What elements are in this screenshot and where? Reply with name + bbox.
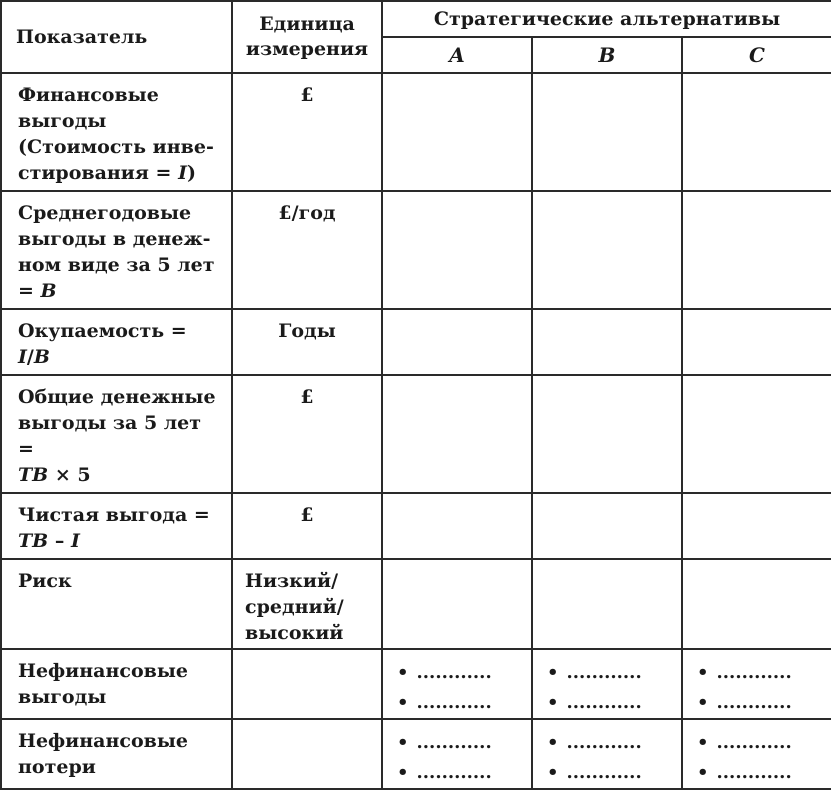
bullet-icon: • bbox=[697, 692, 709, 713]
unit-cell bbox=[232, 375, 382, 493]
bullet-placeholder bbox=[397, 728, 531, 758]
alternative-value-cell[interactable] bbox=[682, 493, 831, 559]
bullet-icon: • bbox=[547, 762, 559, 783]
bullet-icon: • bbox=[547, 732, 559, 753]
bullet-icon: • bbox=[547, 692, 559, 713]
indicator-text: ном виде за 5 лет bbox=[18, 254, 215, 276]
alternative-value-cell[interactable] bbox=[682, 73, 831, 191]
indicator-cell bbox=[1, 649, 232, 719]
unit-text: £ bbox=[300, 386, 314, 408]
alternative-c-header: C bbox=[682, 37, 831, 73]
placeholder-dots: ............ bbox=[416, 662, 492, 683]
bullet-icon: • bbox=[697, 662, 709, 683]
bullet-placeholder bbox=[697, 728, 831, 758]
placeholder-dots: ............ bbox=[716, 762, 792, 783]
indicator-cell bbox=[1, 375, 232, 493]
bullet-icon: • bbox=[697, 732, 709, 753]
alternative-value-cell[interactable] bbox=[532, 375, 682, 493]
unit-column-header bbox=[232, 1, 382, 73]
indicator-text: Финансовые bbox=[18, 84, 159, 106]
unit-cell bbox=[232, 73, 382, 191]
unit-header-line: Единица bbox=[259, 13, 355, 35]
unit-text: Низкий/ bbox=[245, 570, 339, 592]
indicator-text: = B bbox=[18, 280, 57, 302]
bullet-placeholder bbox=[547, 688, 681, 718]
alternative-value-cell[interactable] bbox=[532, 649, 682, 719]
alternative-a-header: A bbox=[382, 37, 532, 73]
unit-text: £/год bbox=[278, 202, 336, 224]
indicator-cell bbox=[1, 719, 232, 789]
alternative-value-cell[interactable] bbox=[682, 559, 831, 649]
indicator-text: Нефинансовые bbox=[18, 660, 188, 682]
alternative-value-cell[interactable] bbox=[532, 559, 682, 649]
alternative-value-cell[interactable] bbox=[382, 73, 532, 191]
placeholder-dots: ............ bbox=[566, 662, 642, 683]
unit-cell bbox=[232, 649, 382, 719]
bullet-icon: • bbox=[547, 662, 559, 683]
bullet-placeholder bbox=[697, 758, 831, 788]
alternatives-column-header: Стратегические альтернативы bbox=[382, 1, 831, 37]
alternative-value-cell[interactable] bbox=[382, 375, 532, 493]
placeholder-dots: ............ bbox=[716, 662, 792, 683]
unit-cell bbox=[232, 559, 382, 649]
indicator-text: Окупаемость = bbox=[18, 320, 187, 342]
alternative-value-cell[interactable] bbox=[382, 493, 532, 559]
bullet-placeholder bbox=[547, 658, 681, 688]
table-row bbox=[1, 719, 831, 789]
bullet-placeholder bbox=[547, 758, 681, 788]
alternative-value-cell[interactable] bbox=[682, 375, 831, 493]
alternative-value-cell[interactable] bbox=[382, 309, 532, 375]
alternative-b-header: B bbox=[532, 37, 682, 73]
alternative-value-cell[interactable] bbox=[682, 191, 831, 309]
alternative-value-cell[interactable] bbox=[532, 191, 682, 309]
indicator-text: Общие денежные bbox=[18, 386, 216, 408]
bullet-placeholder bbox=[697, 658, 831, 688]
indicator-text: Риск bbox=[18, 570, 72, 592]
header-row-top bbox=[1, 1, 831, 37]
table-row bbox=[1, 73, 831, 191]
bullet-icon: • bbox=[397, 762, 409, 783]
unit-cell bbox=[232, 719, 382, 789]
indicator-cell bbox=[1, 191, 232, 309]
bullet-placeholder bbox=[697, 688, 831, 718]
table-row bbox=[1, 309, 831, 375]
indicator-text: стирования = I) bbox=[18, 162, 196, 184]
alternative-value-cell[interactable] bbox=[382, 191, 532, 309]
unit-text: Годы bbox=[278, 320, 336, 342]
bullet-icon: • bbox=[397, 692, 409, 713]
indicator-text: Нефинансовые bbox=[18, 730, 188, 752]
table-row bbox=[1, 559, 831, 649]
alternative-value-cell[interactable] bbox=[382, 719, 532, 789]
alternative-value-cell[interactable] bbox=[382, 559, 532, 649]
indicator-cell bbox=[1, 309, 232, 375]
bullet-icon: • bbox=[397, 732, 409, 753]
unit-cell bbox=[232, 309, 382, 375]
placeholder-dots: ............ bbox=[566, 732, 642, 753]
placeholder-dots: ............ bbox=[566, 692, 642, 713]
placeholder-dots: ............ bbox=[716, 692, 792, 713]
alternative-value-cell[interactable] bbox=[532, 493, 682, 559]
table-row bbox=[1, 493, 831, 559]
bullet-placeholder bbox=[397, 658, 531, 688]
bullet-placeholder bbox=[547, 728, 681, 758]
unit-text: средний/ bbox=[245, 596, 344, 618]
indicator-text: выгоды bbox=[18, 686, 107, 708]
indicator-cell bbox=[1, 493, 232, 559]
table-row bbox=[1, 649, 831, 719]
unit-header-line: измерения bbox=[245, 38, 369, 60]
indicator-text: Чистая выгода = bbox=[18, 504, 210, 526]
table-body bbox=[1, 73, 831, 789]
bullet-placeholder bbox=[397, 688, 531, 718]
alternative-value-cell[interactable] bbox=[532, 719, 682, 789]
bullet-icon: • bbox=[697, 762, 709, 783]
indicator-text: выгоды в денеж- bbox=[18, 228, 211, 250]
alternative-value-cell[interactable] bbox=[682, 719, 831, 789]
placeholder-dots: ............ bbox=[716, 732, 792, 753]
indicator-text: Среднегодовые bbox=[18, 202, 192, 224]
indicator-cell bbox=[1, 559, 232, 649]
placeholder-dots: ............ bbox=[416, 732, 492, 753]
indicator-text: потери bbox=[18, 756, 96, 778]
alternative-value-cell[interactable] bbox=[532, 309, 682, 375]
indicator-column-header: Показатель bbox=[1, 1, 232, 73]
unit-text: высокий bbox=[245, 622, 344, 644]
placeholder-dots: ............ bbox=[566, 762, 642, 783]
alternative-value-cell[interactable] bbox=[382, 649, 532, 719]
unit-text: £ bbox=[300, 84, 314, 106]
unit-text: £ bbox=[300, 504, 314, 526]
indicator-text: выгоды bbox=[18, 110, 107, 132]
placeholder-dots: ............ bbox=[416, 762, 492, 783]
unit-cell bbox=[232, 191, 382, 309]
indicator-text: TB × 5 bbox=[18, 464, 91, 486]
table-row bbox=[1, 191, 831, 309]
alternative-value-cell[interactable] bbox=[682, 309, 831, 375]
alternative-value-cell[interactable] bbox=[682, 649, 831, 719]
indicator-text: TB – I bbox=[18, 530, 80, 552]
alternative-value-cell[interactable] bbox=[532, 73, 682, 191]
bullet-icon: • bbox=[397, 662, 409, 683]
placeholder-dots: ............ bbox=[416, 692, 492, 713]
table-row bbox=[1, 375, 831, 493]
indicator-text: (Стоимость инве- bbox=[18, 136, 214, 158]
indicator-text: I/B bbox=[18, 346, 50, 368]
indicator-cell bbox=[1, 73, 232, 191]
bullet-placeholder bbox=[397, 758, 531, 788]
indicator-text: выгоды за 5 лет = bbox=[18, 412, 202, 460]
unit-cell bbox=[232, 493, 382, 559]
